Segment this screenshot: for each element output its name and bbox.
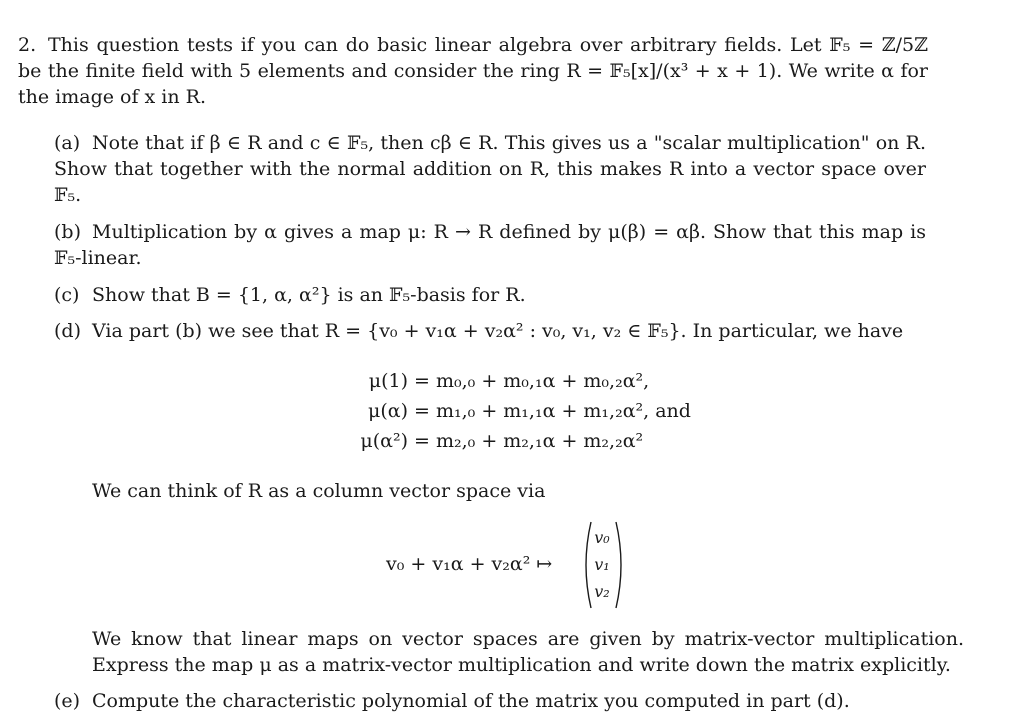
part-text: Multiplication by α gives a map μ: R → R defined by μ(β) = αβ. Show that this map is 𝔽₅-linear. — [54, 221, 926, 269]
part-text: Show that B = {1, α, α²} is an 𝔽₅-basis for R. — [92, 284, 526, 306]
question-number: 2. — [18, 34, 37, 56]
part-label: (a) — [54, 132, 81, 154]
vector-entry: v₀ — [594, 528, 610, 547]
part-b — [54, 219, 926, 271]
part-c — [54, 282, 926, 308]
equation-lhs: μ(α) — [367, 400, 408, 422]
part-text: Via part (b) we see that R = {v₀ + v₁α + v₂α² : v₀, v₁, v₂ ∈ 𝔽₅}. In particular, we have — [92, 320, 904, 342]
column-vector-intro: We can think of R as a column vector space via — [92, 480, 546, 502]
column-vector-entries — [591, 524, 613, 605]
equation-rhs: = m₁,₀ + m₁,₁α + m₁,₂α², and — [414, 400, 691, 422]
equation-rhs: = m₀,₀ + m₀,₁α + m₀,₂α², — [414, 370, 650, 392]
column-map-expression: v₀ + v₁α + v₂α² ↦ — [386, 553, 553, 575]
question-intro-text: This question tests if you can do basic linear algebra over arbitrary fields. Let 𝔽₅ = ℤ/5ℤ be the finite field with 5 elements and consider the ring R = 𝔽₅[x]/(x³ + x + 1). We write α for the image of x in R. — [18, 34, 928, 108]
part-label: (b) — [54, 221, 81, 243]
equation-rhs: = m₂,₀ + m₂,₁α + m₂,₂α² — [414, 430, 644, 452]
part-text: Compute the characteristic polynomial of the matrix you computed in part (d). — [92, 690, 850, 712]
linear-maps-text: We know that linear maps on vector spaces are given by matrix-vector multiplication. Express the map μ as a matrix-vector multiplication and write down the matrix explicitly. — [92, 628, 964, 676]
question-intro — [18, 32, 928, 110]
equation-row — [340, 428, 643, 454]
part-label: (c) — [54, 284, 80, 306]
vector-entry: v₁ — [594, 555, 610, 574]
vector-entry: v₂ — [594, 582, 610, 601]
part-d — [54, 318, 926, 344]
equation-lhs: μ(α²) — [360, 430, 408, 452]
part-label: (d) — [54, 320, 81, 342]
column-vector-map — [386, 520, 646, 610]
equation-row — [340, 368, 649, 394]
part-label: (e) — [54, 690, 81, 712]
part-text: Note that if β ∈ R and c ∈ 𝔽₅, then cβ ∈ R. This gives us a "scalar multiplication" on R. Show that together with the normal addition on R, this makes R into a vector space over 𝔽₅. — [54, 132, 926, 206]
part-e — [54, 688, 926, 714]
equation-lhs: μ(1) — [368, 370, 408, 392]
part-a — [54, 130, 926, 208]
equation-row — [340, 398, 691, 424]
right-paren-icon — [614, 520, 628, 610]
